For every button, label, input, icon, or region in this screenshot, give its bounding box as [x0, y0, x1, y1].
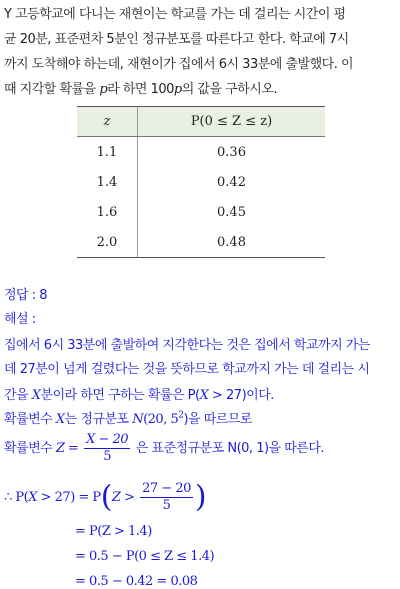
fraction-standardization: $\frac{X - 20}{5}$	[86, 432, 129, 464]
column-header-probability: P(0 ≤ Z ≤ z)	[138, 107, 326, 137]
explanation-line-3: 간을 X분이라 하면 구하는 확률은 P(X > 27)이다.	[4, 388, 274, 403]
z-value-cell: 1.6	[96, 204, 118, 220]
problem-line-2: 균 20분, 표준편차 5분인 정규분포를 따른다고 한다. 학교에 7시	[4, 32, 349, 47]
problem-line-3: 까지 도착해야 하는데, 재현이가 집에서 6시 33분에 출발했다. 이	[4, 57, 354, 72]
z-value-cell: 2.0	[77, 227, 138, 258]
probability-cell: 0.48	[138, 227, 326, 258]
problem-statement	[4, 2, 396, 102]
normal-distribution-table	[77, 106, 325, 258]
problem-line-1: Y 고등학교에 다니는 재현이는 학교를 가는 데 걸리는 시간이 평	[4, 7, 346, 22]
calculation-line-4: = 0.5 − 0.42 = 0.08	[75, 574, 198, 589]
explanation-line-1: 집에서 6시 33분에 출발하여 지각한다는 것은 집에서 학교까지 가는	[4, 338, 370, 353]
calculation-line-2: = P(Z > 1.4)	[75, 524, 152, 539]
z-value-cell: 1.4	[96, 174, 118, 190]
probability-cell: 0.36	[138, 137, 326, 168]
calculation-line-1: ∴ P(X > 27) = P(Z > $\frac{27 - 20}{5}$ )	[4, 479, 207, 515]
explanation-line-5: 확률변수 Z = $\frac{X - 20}{5}$ 은 표준정규분포 N(0, 1)을 따른다.	[4, 432, 325, 464]
fraction-calculation: $\frac{27 - 20}{5}$	[142, 481, 191, 513]
explanation-line-4: 확률변수 X는 정규분포 N(20, $5^2$)을 따르므로	[4, 410, 252, 427]
problem-line-4: 때 지각할 확률을 p라 하면 100p의 값을 구하시오.	[4, 82, 278, 97]
table-header-row	[77, 107, 325, 137]
column-header-z: z	[77, 107, 138, 137]
calculation-line-3: = 0.5 − P(0 ≤ Z ≤ 1.4)	[75, 549, 215, 564]
explanation-label: 해설 :	[4, 312, 36, 327]
table-row	[77, 197, 325, 227]
explanation-line-2: 데 27분이 넘게 걸렸다는 것을 뜻하므로 학교까지 가는 데 걸리는 시	[4, 362, 370, 377]
answer-line: 정답 : 8	[4, 288, 48, 303]
probability-cell: 0.45	[138, 197, 326, 227]
z-value-cell: 1.1	[96, 144, 118, 160]
table-row	[77, 227, 325, 258]
table-row	[77, 167, 325, 197]
table-row	[77, 137, 325, 168]
probability-cell: 0.42	[138, 167, 326, 197]
